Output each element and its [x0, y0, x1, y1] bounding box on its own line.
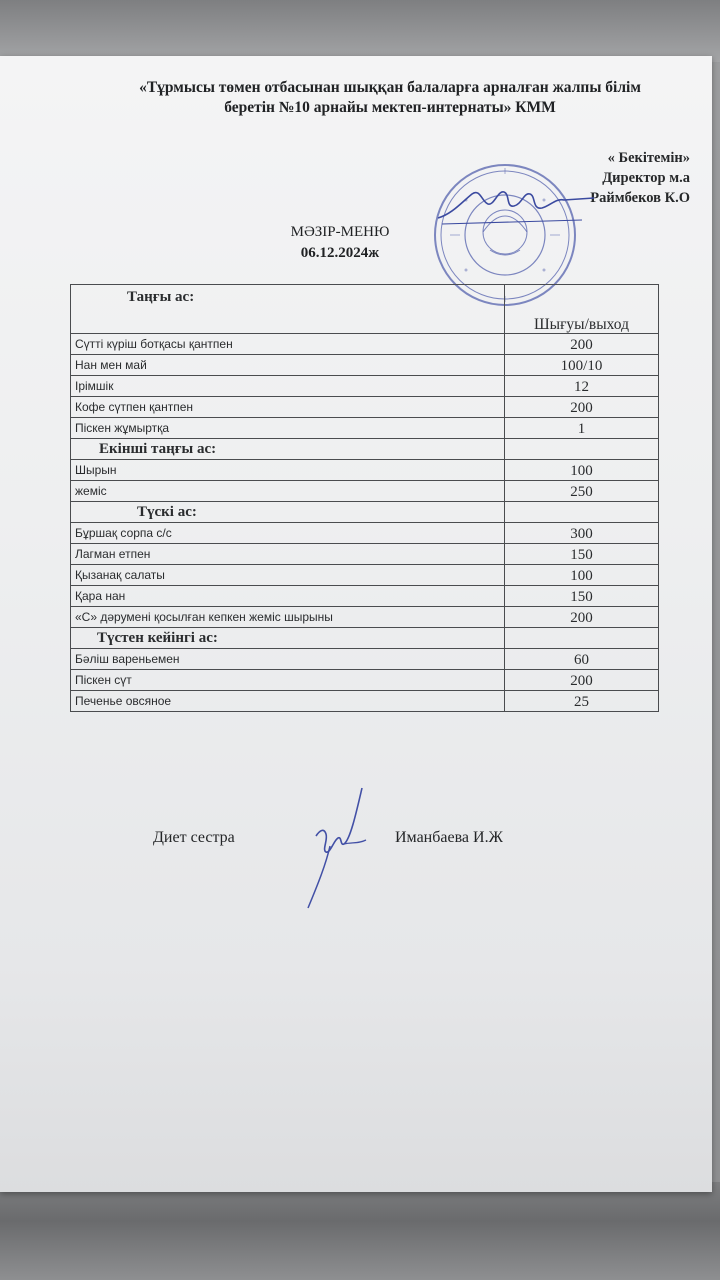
- table-row: [71, 418, 659, 439]
- dish-output: 200: [505, 670, 659, 691]
- dish-name: Қызанақ салаты: [71, 565, 505, 586]
- dish-output: 200: [505, 334, 659, 355]
- table-row: [71, 460, 659, 481]
- menu-title: [240, 222, 440, 263]
- table-row: [71, 481, 659, 502]
- empty-cell: [505, 439, 659, 460]
- dish-output: 25: [505, 691, 659, 712]
- dish-name: Сүтті күріш ботқасы қантпен: [71, 334, 505, 355]
- dish-output: 150: [505, 544, 659, 565]
- dish-output: 300: [505, 523, 659, 544]
- dish-name: Қара нан: [71, 586, 505, 607]
- menu-title-text: МӘЗІР-МЕНЮ: [290, 224, 390, 240]
- dish-name: Бұршақ сорпа с/с: [71, 523, 505, 544]
- second-breakfast-heading: Екінші таңғы ас:: [71, 439, 505, 460]
- director-signature: [432, 168, 602, 228]
- dish-output: 200: [505, 607, 659, 628]
- dish-name: Бәліш вареньемен: [71, 649, 505, 670]
- dish-name: Кофе сүтпен қантпен: [71, 397, 505, 418]
- dish-output: 12: [505, 376, 659, 397]
- dish-output: 200: [505, 397, 659, 418]
- dish-name: Піскен жұмыртқа: [71, 418, 505, 439]
- afternoon-snack-heading: Түстен кейінгі ас:: [71, 628, 505, 649]
- dish-output: 150: [505, 586, 659, 607]
- dish-output: 100: [505, 565, 659, 586]
- table-row: [71, 355, 659, 376]
- empty-cell: [505, 628, 659, 649]
- dish-output: 1: [505, 418, 659, 439]
- table-row: [71, 376, 659, 397]
- diet-nurse-label: Диет сестра: [153, 829, 235, 846]
- table-row: [71, 607, 659, 628]
- table-row: [71, 523, 659, 544]
- dish-name: Ірімшік: [71, 376, 505, 397]
- table-row: [71, 586, 659, 607]
- org-title-line-1: «Тұрмысы төмен отбасынан шыққан балаларға арналған жалпы білім: [139, 79, 641, 96]
- menu-table: [70, 284, 659, 712]
- table-row: [71, 649, 659, 670]
- menu-date: 06.12.2024ж: [300, 245, 380, 261]
- table-row: [71, 397, 659, 418]
- table-row: [71, 691, 659, 712]
- table-surface-bottom: [0, 1182, 720, 1280]
- dish-name: Піскен сүт: [71, 670, 505, 691]
- organization-title: [90, 78, 690, 118]
- output-column-heading: Шығуы/выход: [505, 285, 659, 334]
- diet-nurse-name: Иманбаева И.Ж: [395, 829, 503, 846]
- org-title-line-2: беретін №10 арнайы мектеп-интернаты» КММ: [224, 99, 556, 116]
- section-row: [71, 439, 659, 460]
- dish-name: Лагман етпен: [71, 544, 505, 565]
- dish-output: 100: [505, 460, 659, 481]
- breakfast-heading: Таңғы ас:: [71, 285, 505, 334]
- approval-name: Раймбеков К.О: [590, 190, 690, 206]
- dish-name: жеміс: [71, 481, 505, 502]
- section-row: [71, 502, 659, 523]
- dish-output: 250: [505, 481, 659, 502]
- dish-name: «С» дәрумені қосылған кепкен жеміс шырыны: [71, 607, 505, 628]
- section-row: [71, 628, 659, 649]
- table-header-row: [71, 285, 659, 334]
- dish-name: Шырын: [71, 460, 505, 481]
- table-row: [71, 565, 659, 586]
- approval-block: [590, 148, 690, 208]
- table-row: [71, 334, 659, 355]
- table-row: [71, 544, 659, 565]
- lunch-heading: Түскі ас:: [71, 502, 505, 523]
- empty-cell: [505, 502, 659, 523]
- dish-name: Нан мен май: [71, 355, 505, 376]
- diet-nurse-signature: [296, 784, 376, 914]
- approval-label: « Бекітемін»: [607, 150, 690, 166]
- table-surface-top: [0, 0, 720, 62]
- dish-name: Печенье овсяное: [71, 691, 505, 712]
- approval-position: Директор м.а: [602, 170, 690, 186]
- table-row: [71, 670, 659, 691]
- dish-output: 100/10: [505, 355, 659, 376]
- dish-output: 60: [505, 649, 659, 670]
